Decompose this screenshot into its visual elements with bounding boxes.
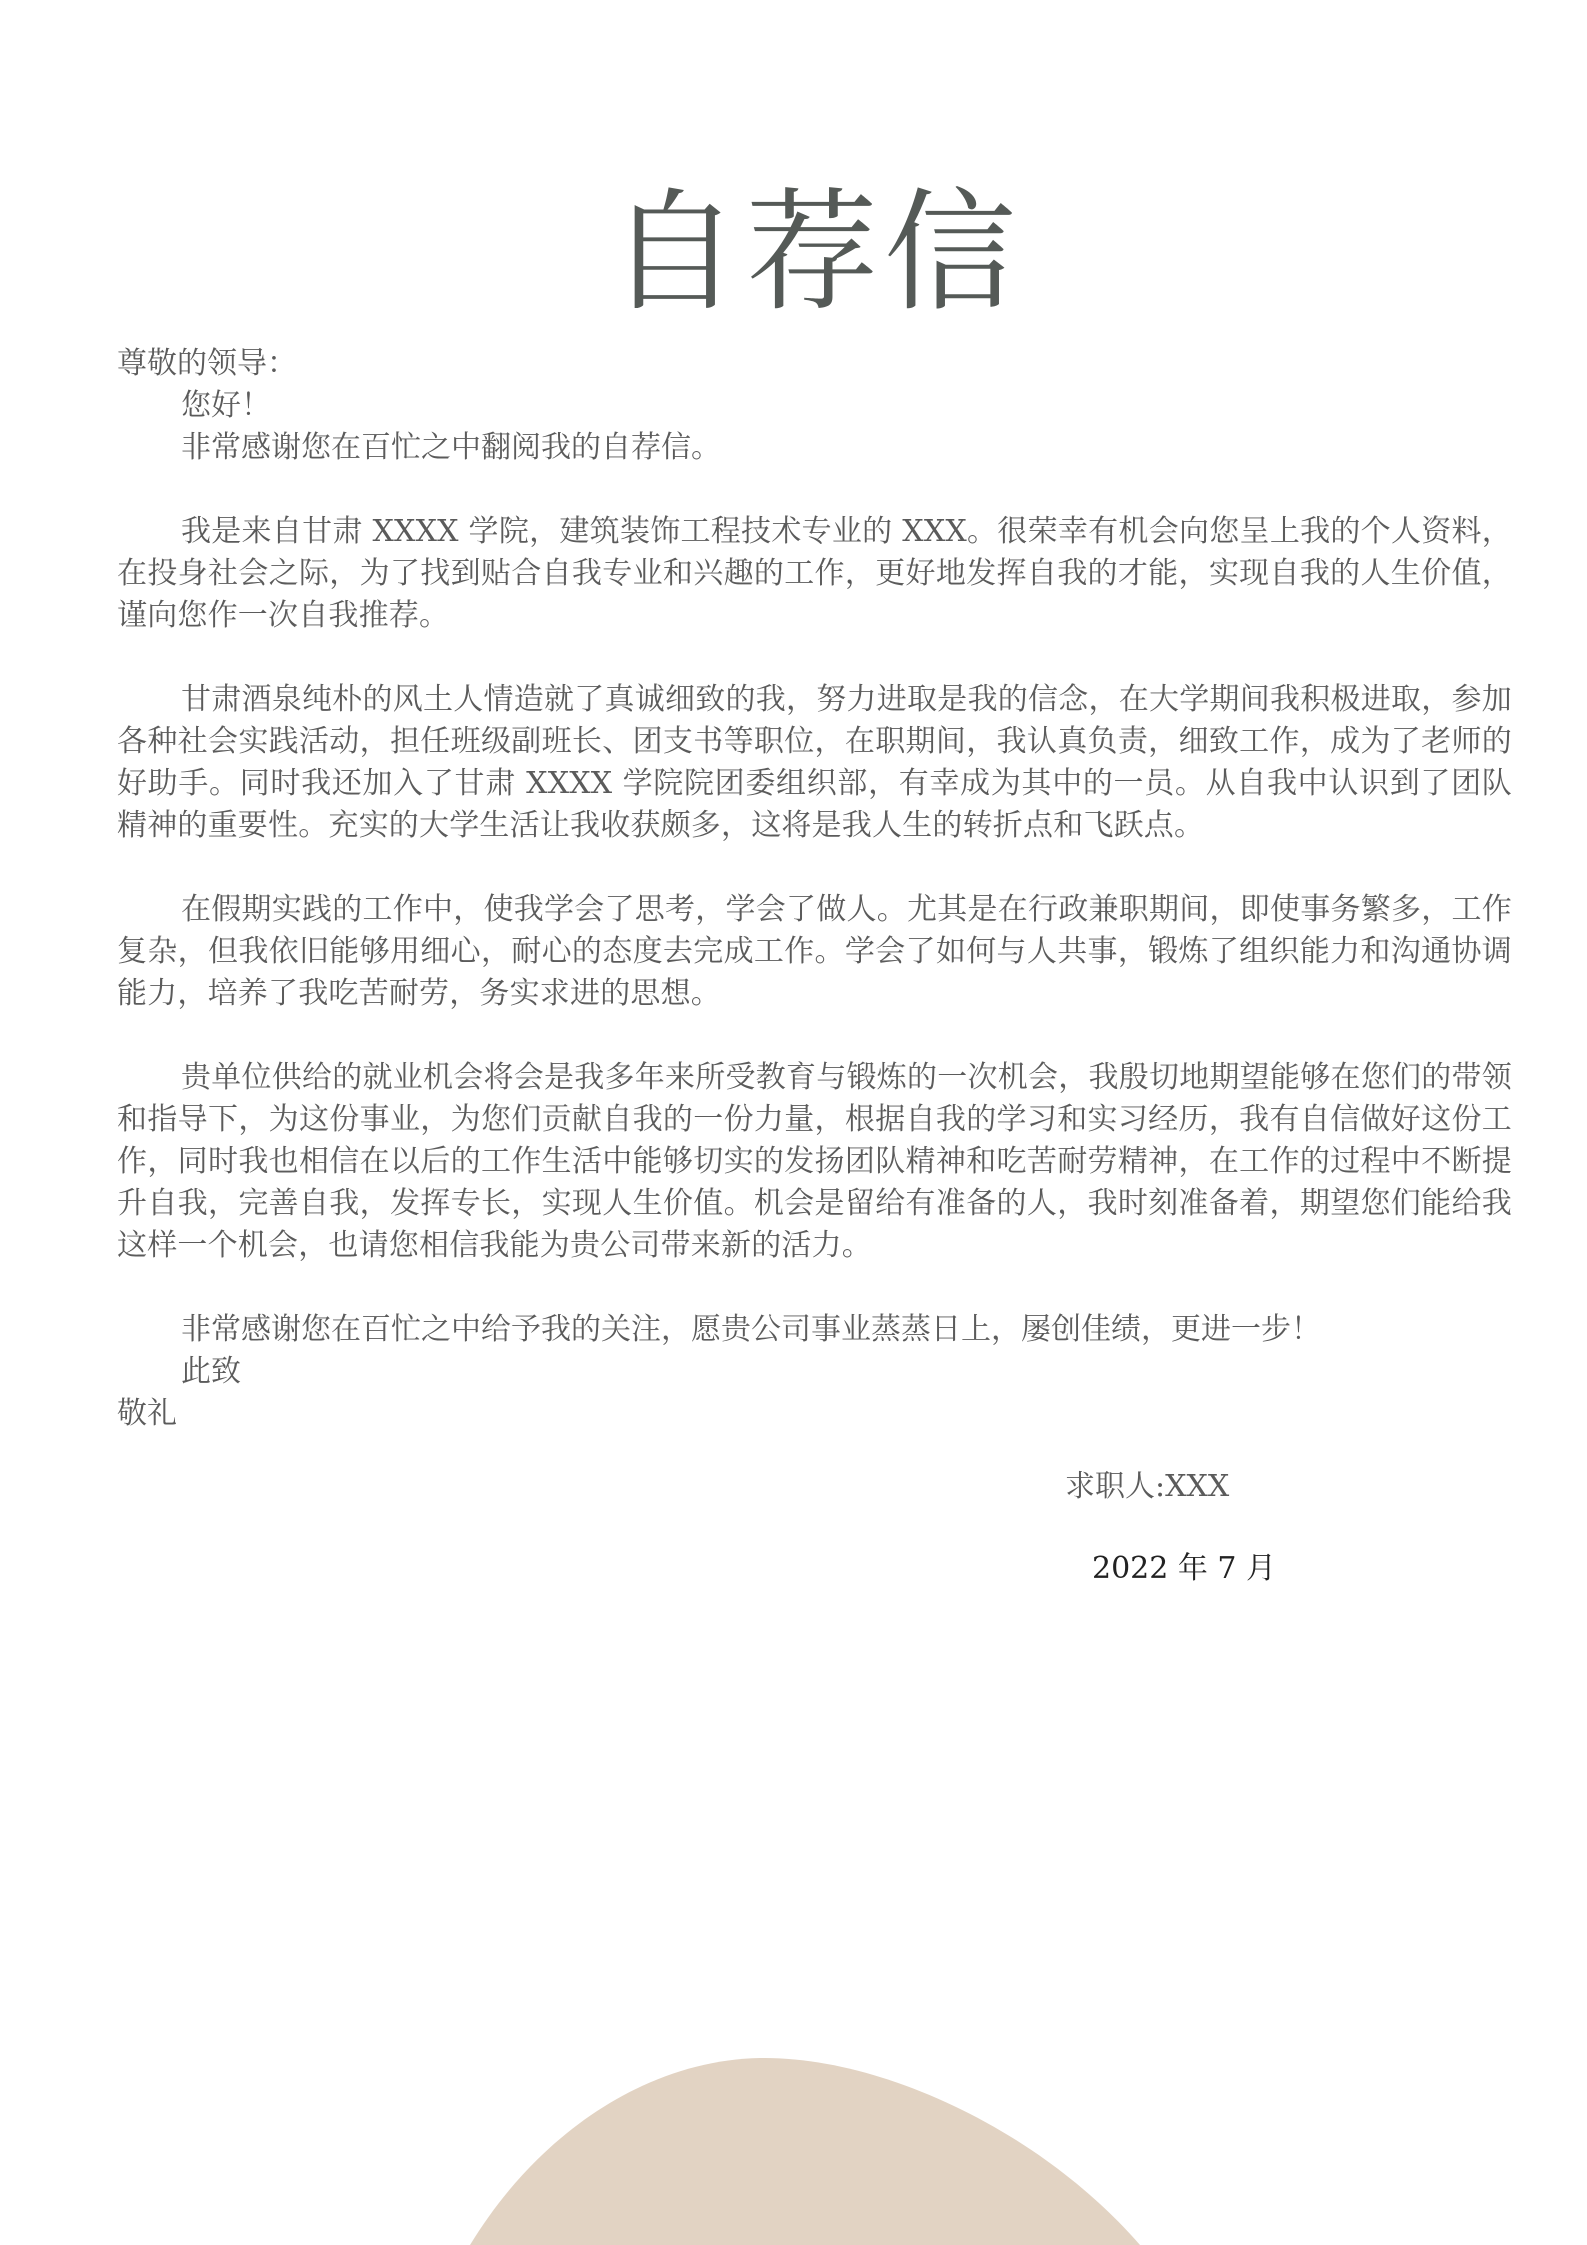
paragraph-3: 在假期实践的工作中，使我学会了思考，学会了做人。尤其是在行政兼职期间，即使事务繁多，工作复杂，但我依旧能够用细心，耐心的态度去完成工作。学会了如何与人共事，锻炼了组织能力和沟通协调能力，培养了我吃苦耐劳，务实求进的思想。 xyxy=(117,892,1512,1011)
closing-thanks: 非常感谢您在百忙之中给予我的关注，愿贵公司事业蒸蒸日上，屡创佳绩，更进一步！ xyxy=(181,1312,1321,1347)
blob-path xyxy=(470,2058,1140,2245)
date-line: 2022 年 7 月 xyxy=(1092,1551,1277,1586)
signature-line: 求职人:XXX xyxy=(1065,1469,1230,1504)
closing-li: 敬礼 xyxy=(117,1396,177,1431)
page-title: 自荐信 xyxy=(608,176,1022,330)
intro-line: 非常感谢您在百忙之中翻阅我的自荐信。 xyxy=(181,430,721,465)
paragraph-1: 我是来自甘肃 XXXX 学院，建筑装饰工程技术专业的 XXX。很荣幸有机会向您呈上我的个人资料，在投身社会之际，为了找到贴合自我专业和兴趣的工作，更好地发挥自我的才能，实现自我的人生价值，谨向您作一次自我推荐。 xyxy=(117,514,1512,633)
paragraph-2: 甘肃酒泉纯朴的风土人情造就了真诚细致的我，努力进取是我的信念，在大学期间我积极进取，参加各种社会实践活动，担任班级副班长、团支书等职位，在职期间，我认真负责，细致工作，成为了老师的好助手。同时我还加入了甘肃 XXXX 学院院团委组织部，有幸成为其中的一员。从自我中认识到了团队精神的重要性。充实的大学生活让我收获颇多，这将是我人生的转折点和飞跃点。 xyxy=(117,682,1512,843)
greeting: 您好！ xyxy=(181,388,271,423)
paragraph-4: 贵单位供给的就业机会将会是我多年来所受教育与锻炼的一次机会，我殷切地期望能够在您们的带领和指导下，为这份事业，为您们贡献自我的一份力量，根据自我的学习和实习经历，我有自信做好这份工作，同时我也相信在以后的工作生活中能够切实的发扬团队精神和吃苦耐劳精神，在工作的过程中不断提升自我，完善自我，发挥专长，实现人生价值。机会是留给有准备的人，我时刻准备着，期望您们能给我这样一个机会，也请您相信我能为贵公司带来新的活力。 xyxy=(117,1060,1512,1263)
closing-ci: 此致 xyxy=(181,1354,241,1389)
salutation: 尊敬的领导： xyxy=(117,346,297,381)
